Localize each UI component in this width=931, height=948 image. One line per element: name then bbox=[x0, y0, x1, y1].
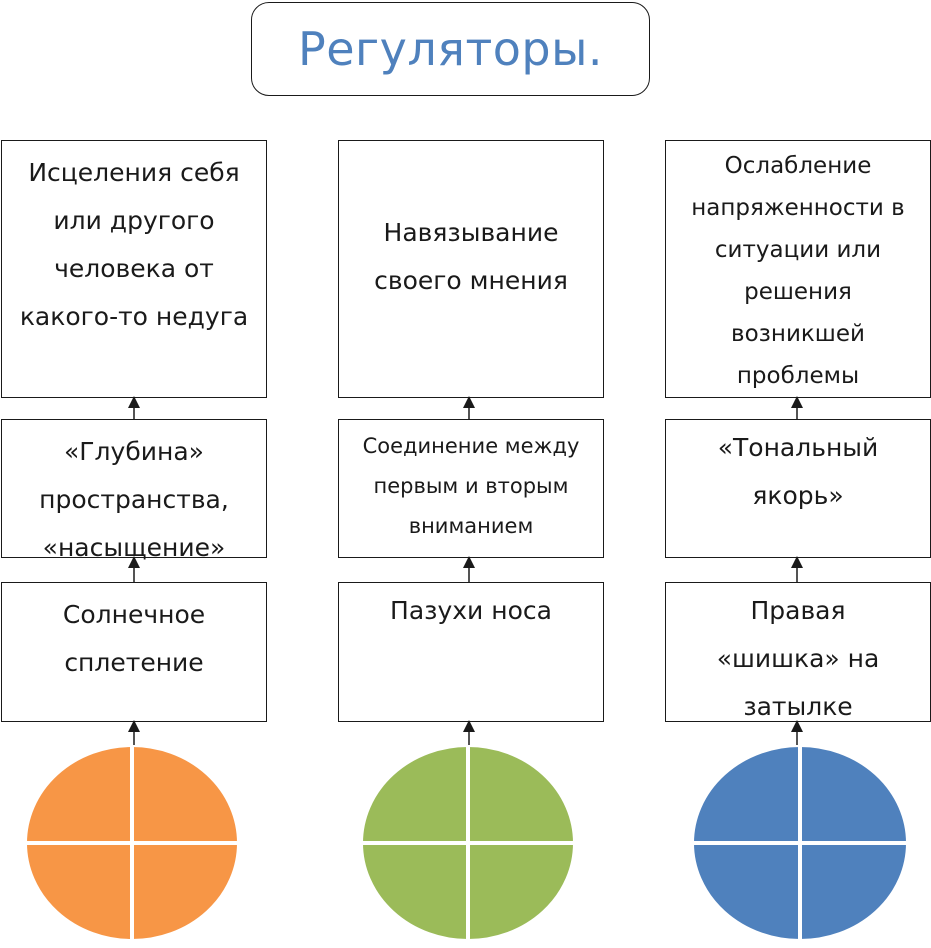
mechanism-text-1: «Глубина» пространства, «насыщение» bbox=[39, 437, 229, 562]
location-text-2: Пазухи носа bbox=[390, 596, 552, 625]
mechanism-text-2: Соединение между первым и вторым вниманием bbox=[362, 434, 580, 538]
diagram-title: Регуляторы. bbox=[297, 22, 604, 76]
effect-text-3: Ослабление напряженности в ситуации или решения возникшей проблемы bbox=[691, 153, 905, 389]
effect-text-2: Навязывание своего мнения bbox=[374, 218, 568, 295]
circle-1 bbox=[26, 746, 238, 940]
circle-2 bbox=[362, 746, 574, 940]
location-text-3: Правая «шишка» на затылке bbox=[716, 596, 880, 721]
circle-3 bbox=[693, 746, 907, 940]
location-text-1: Солнечное сплетение bbox=[62, 600, 206, 677]
effect-text-1: Исцеления себя или другого человека от какого-то недуга bbox=[19, 158, 249, 331]
mechanism-text-3: «Тональный якорь» bbox=[717, 433, 879, 510]
